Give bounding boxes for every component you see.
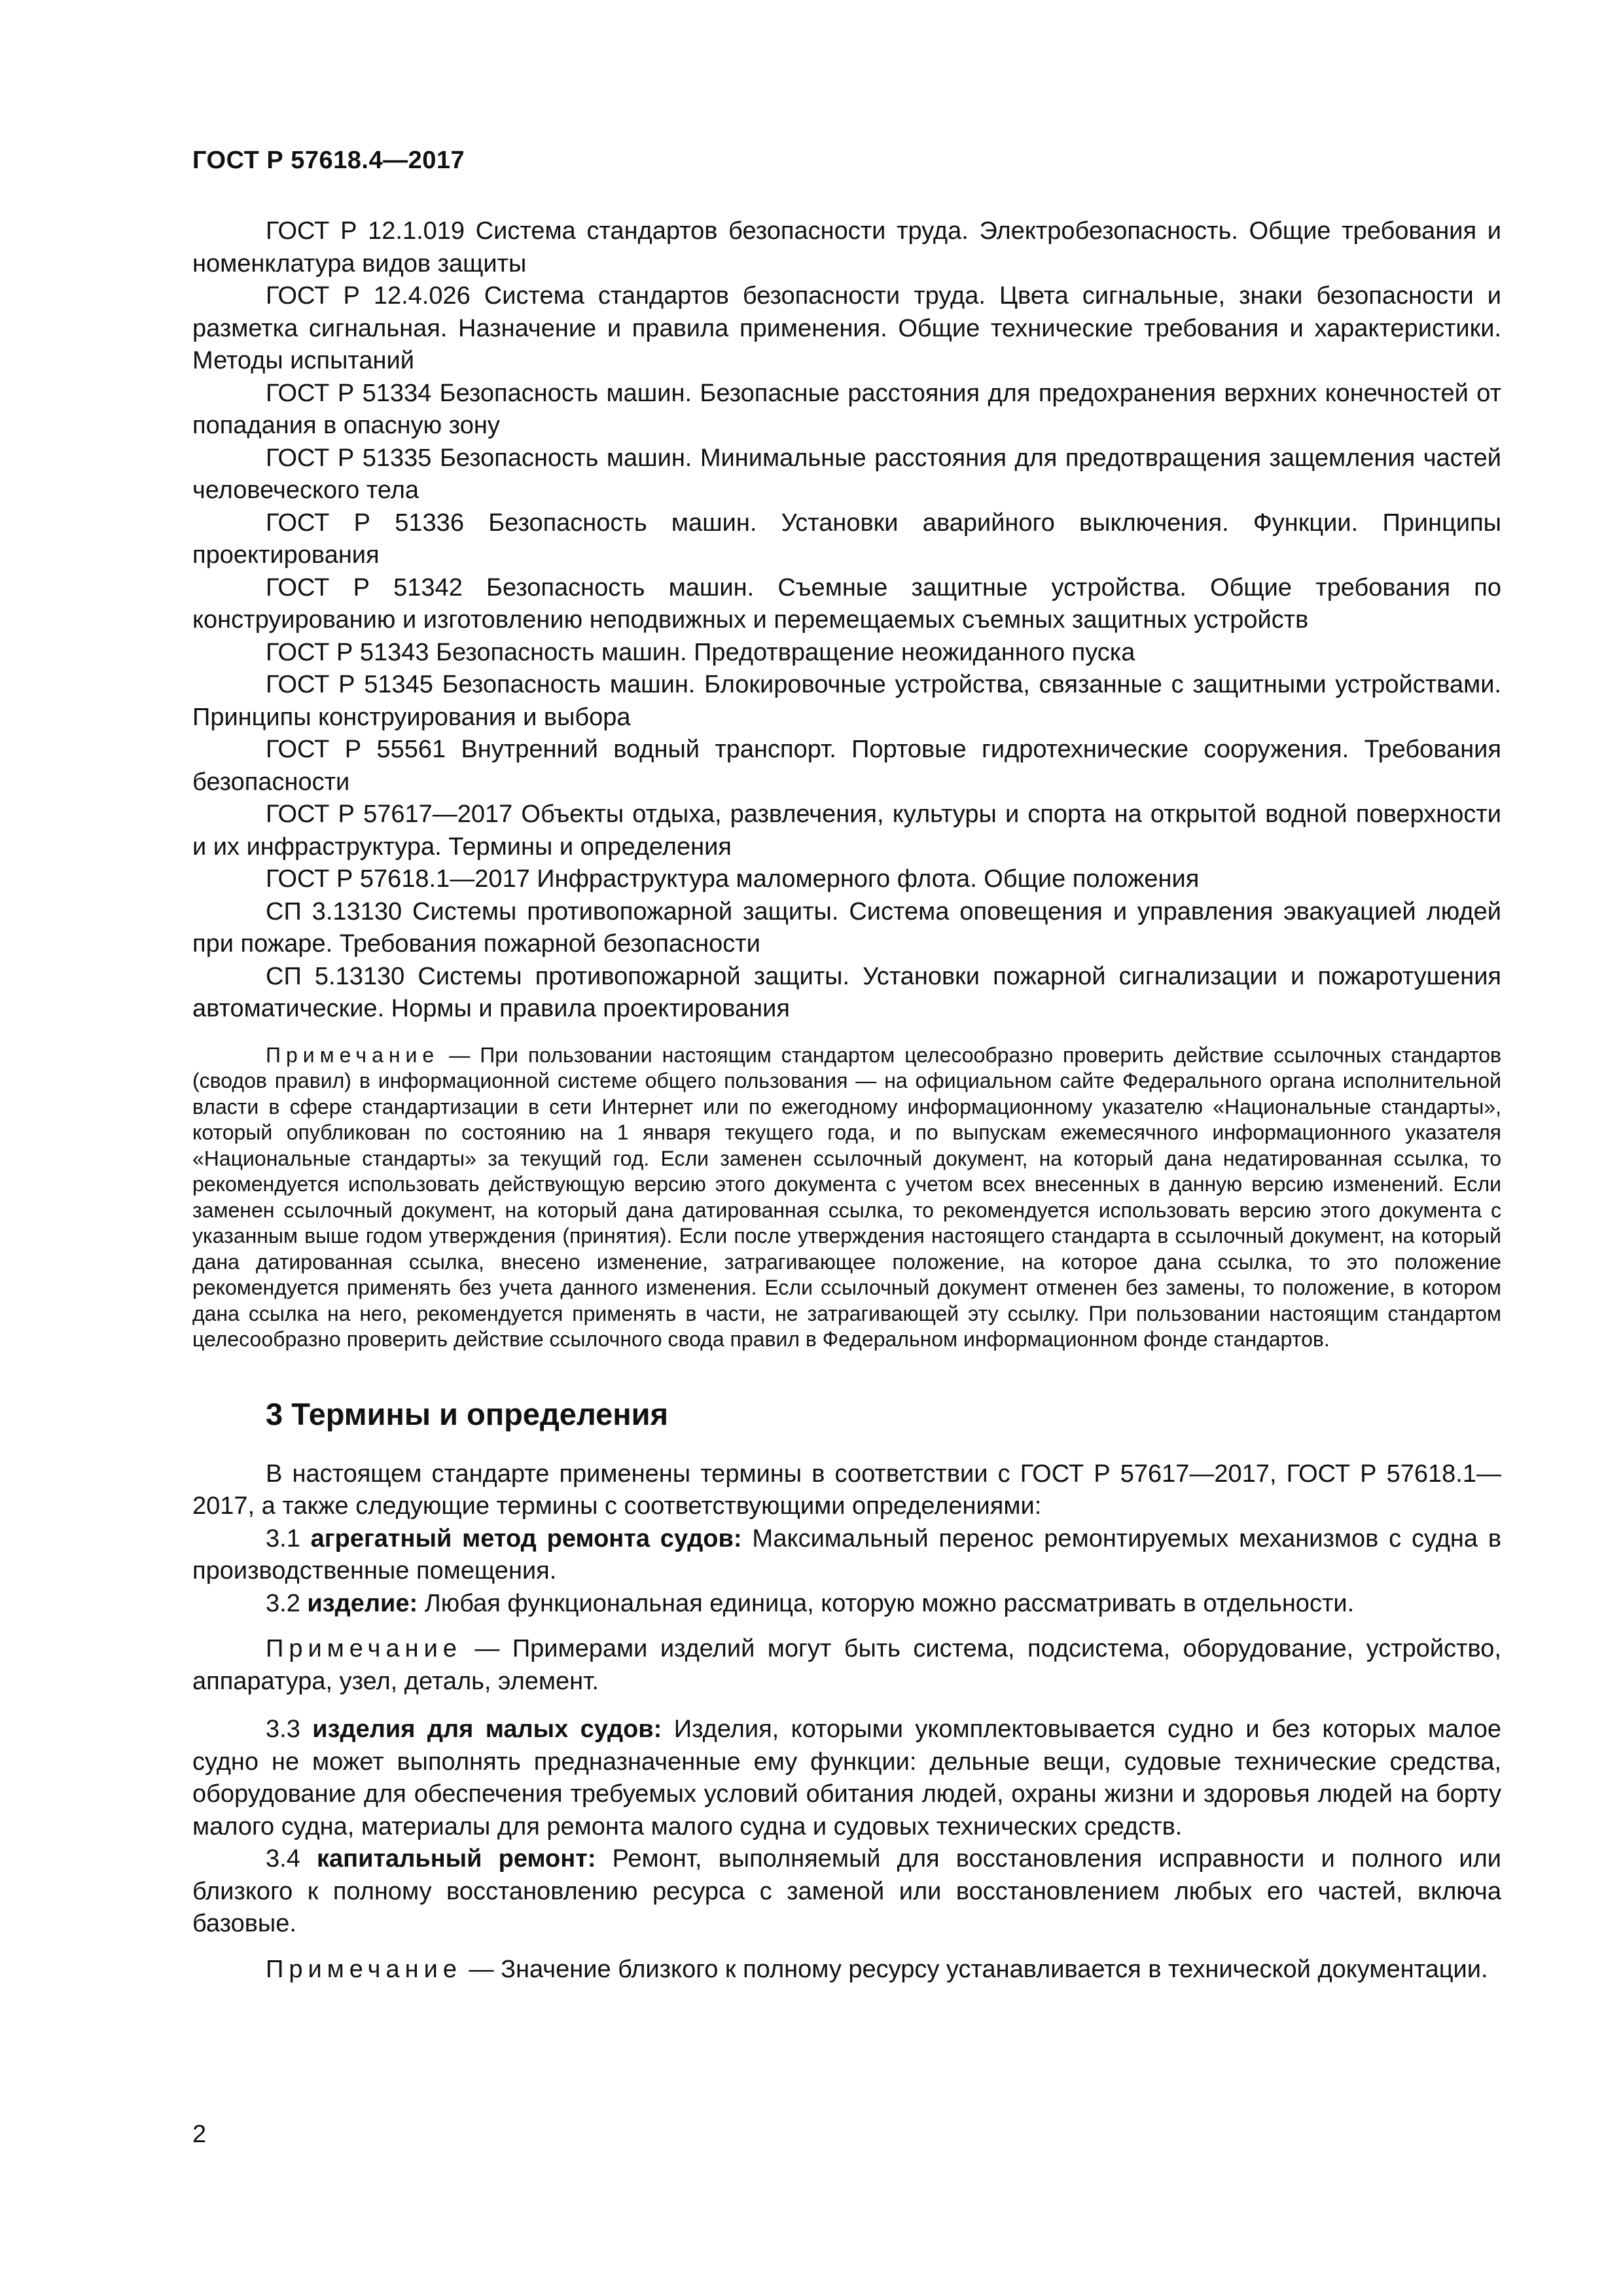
term-number: 3.1 (266, 1524, 300, 1552)
term-note (192, 1954, 1501, 1986)
reference-item: ГОСТ Р 51342 Безопасность машин. Съемные защитные устройства. Общие требования по конструированию и изготовлению неподвижных и перемещаемых съемных защитных устройств (192, 573, 1501, 634)
term-name: агрегатный метод ремонта судов: (310, 1524, 742, 1552)
section-3-title: 3 Термины и определения (266, 1396, 668, 1431)
section-3-body (192, 1458, 1501, 1986)
reference-item: ГОСТ Р 57618.1—2017 Инфраструктура маломерного флота. Общие положения (266, 865, 1200, 893)
term-number: 3.3 (266, 1715, 300, 1743)
section-intro: В настоящем стандарте применены термины в соответствии с ГОСТ Р 57617—2017, ГОСТ Р 57618.1—2017, а также следующие термины с соответствующими определениями: (192, 1460, 1501, 1520)
reference-item: ГОСТ Р 51343 Безопасность машин. Предотвращение неожиданного пуска (266, 638, 1135, 666)
term-text: Изделия, которыми укомплектовывается судно и без которых малое судно не может выполнять предназначенные ему функции: дельные вещи, судовые технические средства, оборудование для обеспечения требуемых условий обитания людей, охраны жизни и здоровья людей на борту малого судна, материалы для ремонта малого судна и судовых технических средств. (192, 1715, 1502, 1840)
note-text: — Примерами изделий могут быть система, подсистема, оборудование, устройство, аппаратура, узел, деталь, элемент. (192, 1635, 1501, 1695)
term-name: изделие: (307, 1589, 418, 1617)
reference-item: ГОСТ Р 12.1.019 Система стандартов безопасности труда. Электробезопасность. Общие требования и номенклатура видов защиты (192, 217, 1501, 278)
reference-item: ГОСТ Р 57617—2017 Объекты отдыха, развлечения, культуры и спорта на открытой водной поверхности и их инфраструктура. Термины и определения (192, 800, 1501, 861)
term-number: 3.4 (266, 1845, 300, 1873)
note-text: — Значение близкого к полному ресурсу устанавливается в технической документации. (469, 1955, 1488, 1983)
references-note (192, 1043, 1501, 1353)
term-text: Ремонт, выполняемый для восстановления исправности и полного или близкого к полному восстановлению ресурса с заменой или восстановлением любых его частей, включа базовые. (192, 1845, 1502, 1937)
reference-item: СП 3.13130 Системы противопожарной защиты. Система оповещения и управления эвакуацией людей при пожаре. Требования пожарной безопасности (192, 897, 1501, 958)
page-number: 2 (192, 2121, 207, 2148)
reference-item: ГОСТ Р 51336 Безопасность машин. Установки аварийного выключения. Функции. Принципы проектирования (192, 509, 1501, 569)
term-text: Максимальный перенос ремонтируемых механизмов с судна в производственные помещения. (192, 1524, 1502, 1585)
reference-item: ГОСТ Р 51345 Безопасность машин. Блокировочные устройства, связанные с защитными устройствами. Принципы конструирования и выбора (192, 671, 1501, 731)
term-name: изделия для малых судов: (312, 1715, 662, 1743)
note-label: Примечание (266, 1043, 440, 1067)
note-label: Примечание (266, 1955, 462, 1983)
references-list (192, 215, 1501, 1026)
term-note (192, 1633, 1501, 1698)
term-definition (192, 1713, 1501, 1843)
reference-item: ГОСТ Р 12.4.026 Система стандартов безопасности труда. Цвета сигнальные, знаки безопасности и разметка сигнальная. Назначение и правила применения. Общие технические требования и характеристики. Методы испытаний (192, 282, 1501, 374)
document-header: ГОСТ Р 57618.4—2017 (192, 147, 465, 174)
reference-item: СП 5.13130 Системы противопожарной защиты. Установки пожарной сигнализации и пожаротушения автоматические. Нормы и правила проектирования (192, 962, 1501, 1022)
reference-item: ГОСТ Р 51335 Безопасность машин. Минимальные расстояния для предотвращения защемления частей человеческого тела (192, 444, 1501, 504)
term-number: 3.2 (266, 1589, 300, 1617)
document-page (192, 147, 1501, 2001)
note-label: Примечание (266, 1635, 462, 1662)
term-name: капитальный ремонт: (316, 1845, 596, 1873)
note-text: — При пользовании настоящим стандартом целесообразно проверить действие ссылочных стандартов (сводов правил) в информационной системе общего пользования — на официальном сайте Федерального органа исполнительной власти в сфере стандартизации в сети Интернет или по ежегодному информационному указателю «Национальные стандарты», который опубликован по состоянию на 1 января текущего года, и по выпускам ежемесячного информационного указателя «Национальные стандарты» за текущий год. Если заменен ссылочный документ, на который дана недатированная ссылка, то рекомендуется использовать действующую версию этого документа с учетом всех внесенных в данную версию изменений. Если заменен ссылочный документ, на который дана датированная ссылка, то рекомендуется использовать версию этого документа с указанным выше годом утверждения (принятия). Если после утверждения настоящего стандарта в ссылочный документ, на который дана датированная ссылка, внесено изменение, затрагивающее положение, на которое дана ссылка, то это положение рекомендуется применять без учета данного изменения. Если ссылочный документ отменен без замены, то положение, в котором дана ссылка на него, рекомендуется применять в части, не затрагивающей эту ссылку. При пользовании настоящим стандартом целесообразно проверить действие ссылочного свода правил в Федеральном информационном фонде стандартов. (192, 1043, 1502, 1351)
term-definition (192, 1588, 1501, 1621)
reference-item: ГОСТ Р 51334 Безопасность машин. Безопасные расстояния для предохранения верхних конечностей от попадания в опасную зону (192, 379, 1501, 439)
term-definition (192, 1523, 1501, 1588)
term-definition (192, 1843, 1501, 1941)
term-text: Любая функциональная единица, которую можно рассматривать в отдельности. (424, 1589, 1355, 1617)
reference-item: ГОСТ Р 55561 Внутренний водный транспорт. Портовые гидротехнические сооружения. Требования безопасности (192, 736, 1501, 796)
